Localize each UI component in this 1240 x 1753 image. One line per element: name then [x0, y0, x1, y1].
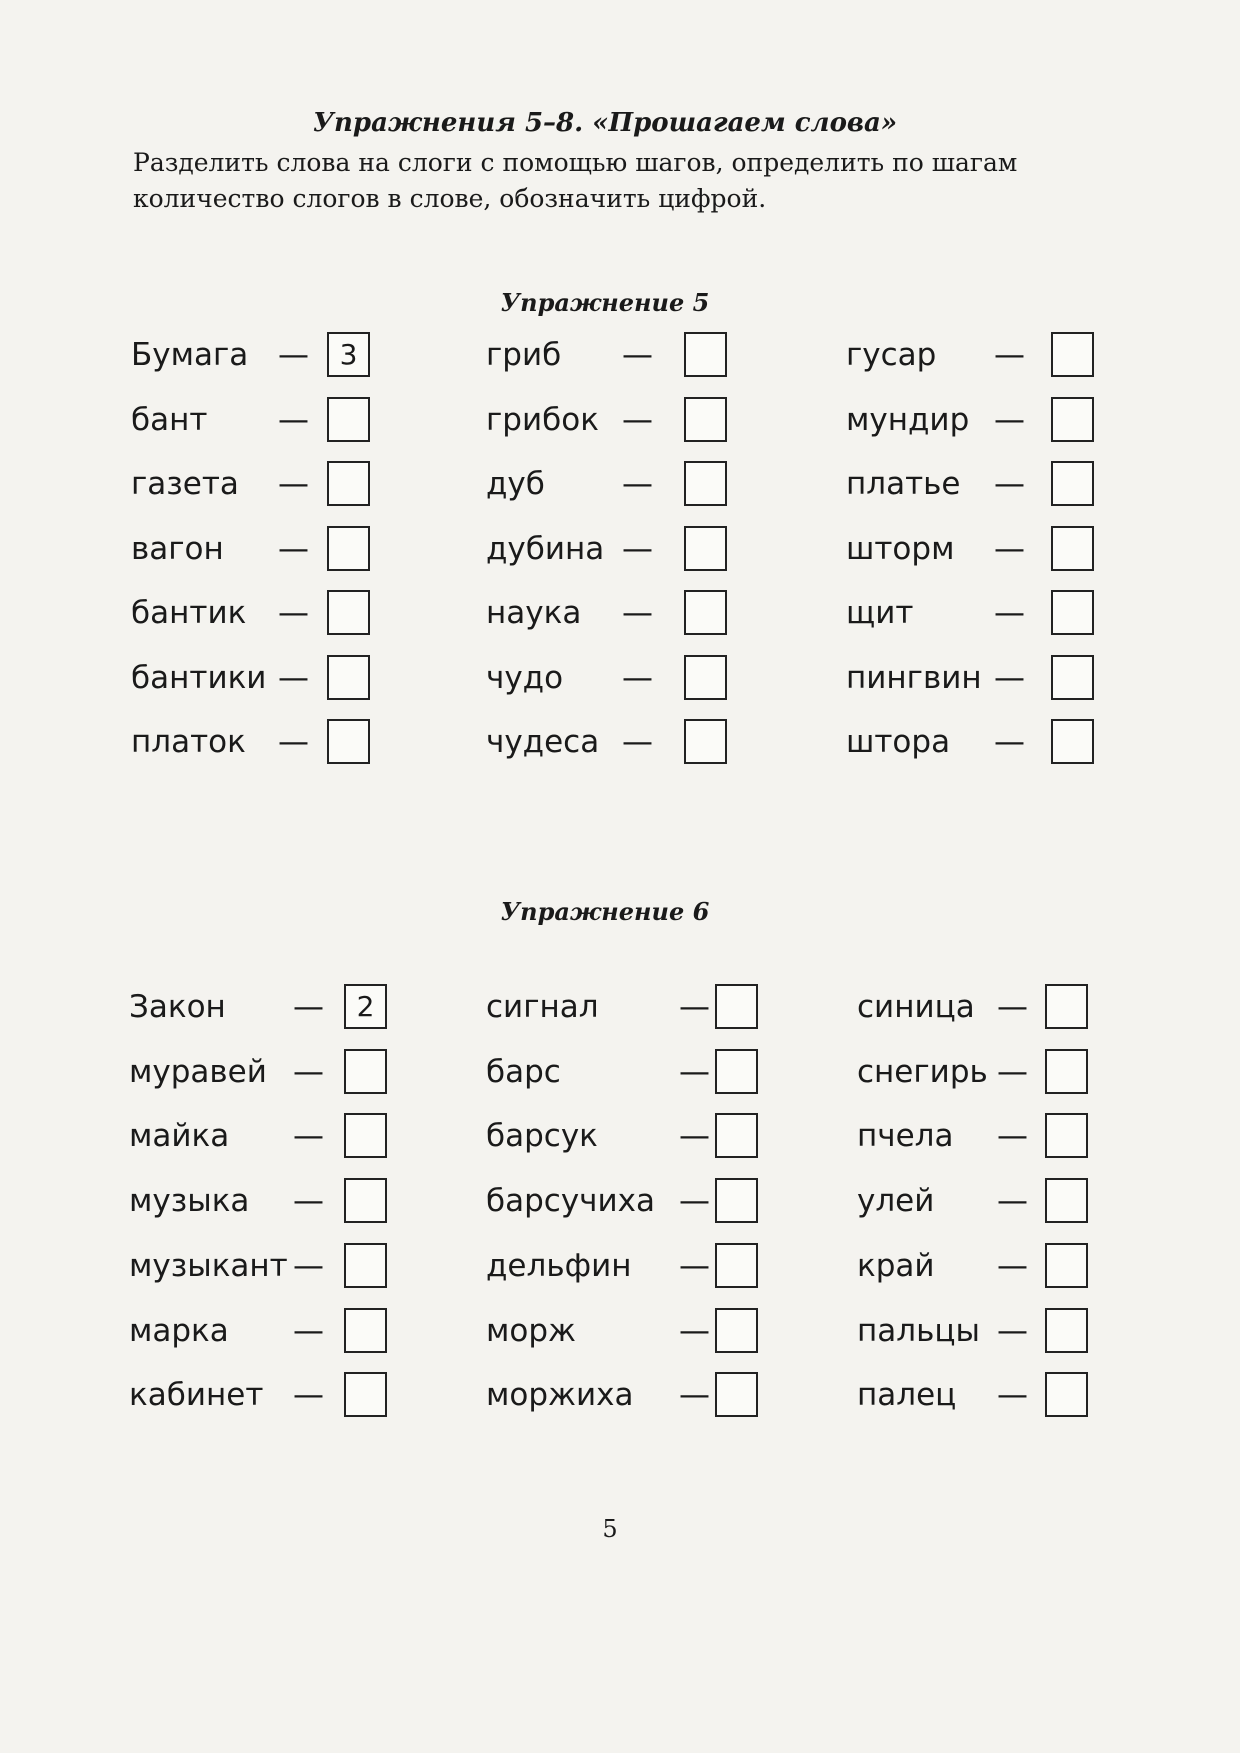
word-label: музыкант	[129, 1247, 288, 1284]
word-label: платье	[846, 466, 961, 502]
word-label: наука	[486, 595, 582, 631]
syllable-count-box[interactable]	[1045, 1178, 1088, 1223]
dash-separator: —	[997, 1118, 1028, 1155]
dash-separator: —	[997, 1377, 1028, 1414]
word-label: барс	[486, 1053, 561, 1090]
word-label: газета	[131, 466, 239, 502]
syllable-count-box[interactable]	[327, 526, 370, 571]
dash-separator: —	[622, 466, 653, 502]
dash-separator: —	[278, 401, 309, 438]
page-number: 5	[602, 1515, 618, 1543]
syllable-count-box[interactable]	[1045, 1113, 1088, 1158]
syllable-count-box[interactable]	[1051, 461, 1094, 506]
dash-separator: —	[293, 1053, 324, 1090]
dash-separator: —	[679, 1118, 710, 1155]
word-label: платок	[131, 724, 246, 760]
syllable-count-box[interactable]	[327, 590, 370, 635]
dash-separator: —	[679, 989, 710, 1025]
syllable-count-box[interactable]	[344, 1113, 387, 1158]
syllable-count-box[interactable]	[344, 1243, 387, 1288]
word-label: чудо	[486, 659, 564, 696]
syllable-count-box[interactable]	[327, 655, 370, 700]
dash-separator: —	[293, 989, 324, 1025]
dash-separator: —	[994, 466, 1025, 502]
syllable-count-box[interactable]	[344, 1372, 387, 1417]
dash-separator: —	[679, 1377, 710, 1414]
dash-separator: —	[622, 337, 653, 373]
word-label: морж	[486, 1312, 576, 1349]
exercise-6-title: Упражнение 6	[500, 897, 710, 926]
word-label: гусар	[846, 337, 937, 373]
dash-separator: —	[994, 337, 1025, 373]
syllable-count-box[interactable]	[1051, 332, 1094, 377]
word-label: шторм	[846, 530, 955, 567]
syllable-count-box[interactable]	[344, 1308, 387, 1353]
dash-separator: —	[278, 337, 309, 373]
word-label: пингвин	[846, 659, 982, 696]
dash-separator: —	[293, 1118, 324, 1155]
dash-separator: —	[997, 989, 1028, 1025]
word-label: снегирь	[857, 1053, 988, 1090]
dash-separator: —	[293, 1247, 324, 1284]
dash-separator: —	[622, 530, 653, 567]
syllable-count-box[interactable]	[715, 1308, 758, 1353]
section-title: Упражнения 5–8. «Прошагаем слова»	[312, 108, 898, 138]
word-label: муравей	[129, 1053, 267, 1090]
dash-separator: —	[997, 1247, 1028, 1284]
dash-separator: —	[994, 530, 1025, 567]
dash-separator: —	[622, 659, 653, 696]
syllable-count-box[interactable]: 3	[327, 332, 370, 377]
word-label: мундир	[846, 401, 970, 438]
dash-separator: —	[622, 724, 653, 760]
dash-separator: —	[293, 1312, 324, 1349]
syllable-count-box[interactable]	[1045, 1308, 1088, 1353]
word-label: музыка	[129, 1183, 250, 1220]
dash-separator: —	[622, 401, 653, 438]
syllable-count-box[interactable]	[327, 719, 370, 764]
syllable-count-box[interactable]	[715, 984, 758, 1029]
syllable-count-box[interactable]	[684, 461, 727, 506]
dash-separator: —	[622, 595, 653, 631]
dash-separator: —	[278, 724, 309, 760]
dash-separator: —	[679, 1053, 710, 1090]
word-label: сигнал	[486, 989, 599, 1025]
dash-separator: —	[997, 1053, 1028, 1090]
dash-separator: —	[278, 659, 309, 696]
dash-separator: —	[679, 1247, 710, 1284]
syllable-count-box[interactable]	[715, 1243, 758, 1288]
syllable-count-box[interactable]	[1051, 655, 1094, 700]
word-label: палец	[857, 1377, 957, 1414]
dash-separator: —	[997, 1183, 1028, 1220]
word-label: барсучиха	[486, 1183, 655, 1220]
dash-separator: —	[994, 659, 1025, 696]
word-label: гриб	[486, 337, 562, 373]
syllable-count-box[interactable]	[715, 1178, 758, 1223]
dash-separator: —	[293, 1377, 324, 1414]
word-label: дельфин	[486, 1247, 632, 1284]
syllable-count-box[interactable]	[684, 655, 727, 700]
syllable-count-box[interactable]	[684, 590, 727, 635]
word-label: синица	[857, 989, 975, 1025]
word-label: пальцы	[857, 1312, 980, 1349]
dash-separator: —	[278, 466, 309, 502]
word-label: дубина	[486, 530, 605, 567]
syllable-count-box[interactable]	[684, 719, 727, 764]
syllable-count-box[interactable]	[344, 1049, 387, 1094]
syllable-count-box[interactable]	[715, 1049, 758, 1094]
word-label: кабинет	[129, 1377, 264, 1414]
word-label: бант	[131, 401, 208, 438]
dash-separator: —	[679, 1183, 710, 1220]
word-label: чудеса	[486, 724, 600, 760]
word-label: бантик	[131, 595, 247, 631]
syllable-count-box[interactable]	[1051, 526, 1094, 571]
syllable-count-box[interactable]	[327, 461, 370, 506]
syllable-count-box[interactable]	[684, 397, 727, 442]
instruction-text: Разделить слова на слоги с помощью шагов, определить по шагам количество слогов в слове, обозначить цифрой.	[133, 148, 1018, 213]
syllable-count-box[interactable]	[715, 1372, 758, 1417]
dash-separator: —	[293, 1183, 324, 1220]
word-label: Бумага	[131, 337, 249, 373]
dash-separator: —	[278, 595, 309, 631]
syllable-count-box[interactable]: 2	[344, 984, 387, 1029]
dash-separator: —	[994, 401, 1025, 438]
word-label: штора	[846, 724, 951, 760]
syllable-count-box[interactable]	[684, 332, 727, 377]
syllable-count-box[interactable]	[1045, 1372, 1088, 1417]
word-label: Закон	[129, 989, 226, 1025]
dash-separator: —	[997, 1312, 1028, 1349]
dash-separator: —	[994, 724, 1025, 760]
word-label: моржиха	[486, 1377, 634, 1414]
word-label: вагон	[131, 530, 224, 567]
word-label: улей	[857, 1183, 935, 1220]
syllable-count-box[interactable]	[1045, 1243, 1088, 1288]
word-label: дуб	[486, 466, 545, 502]
word-label: барсук	[486, 1118, 598, 1155]
word-label: марка	[129, 1312, 229, 1349]
syllable-count-box[interactable]	[327, 397, 370, 442]
word-label: бантики	[131, 659, 267, 696]
syllable-count-box[interactable]	[1051, 590, 1094, 635]
dash-separator: —	[994, 595, 1025, 631]
word-label: щит	[846, 595, 914, 631]
syllable-count-box[interactable]	[1051, 397, 1094, 442]
word-label: пчела	[857, 1118, 954, 1155]
syllable-count-box[interactable]	[715, 1113, 758, 1158]
exercise-5-title: Упражнение 5	[500, 288, 710, 317]
dash-separator: —	[679, 1312, 710, 1349]
dash-separator: —	[278, 530, 309, 567]
syllable-count-box[interactable]	[1045, 1049, 1088, 1094]
word-label: майка	[129, 1118, 230, 1155]
syllable-count-box[interactable]	[1045, 984, 1088, 1029]
word-label: грибок	[486, 401, 599, 438]
syllable-count-box[interactable]	[1051, 719, 1094, 764]
word-label: край	[857, 1247, 935, 1284]
syllable-count-box[interactable]	[344, 1178, 387, 1223]
syllable-count-box[interactable]	[684, 526, 727, 571]
